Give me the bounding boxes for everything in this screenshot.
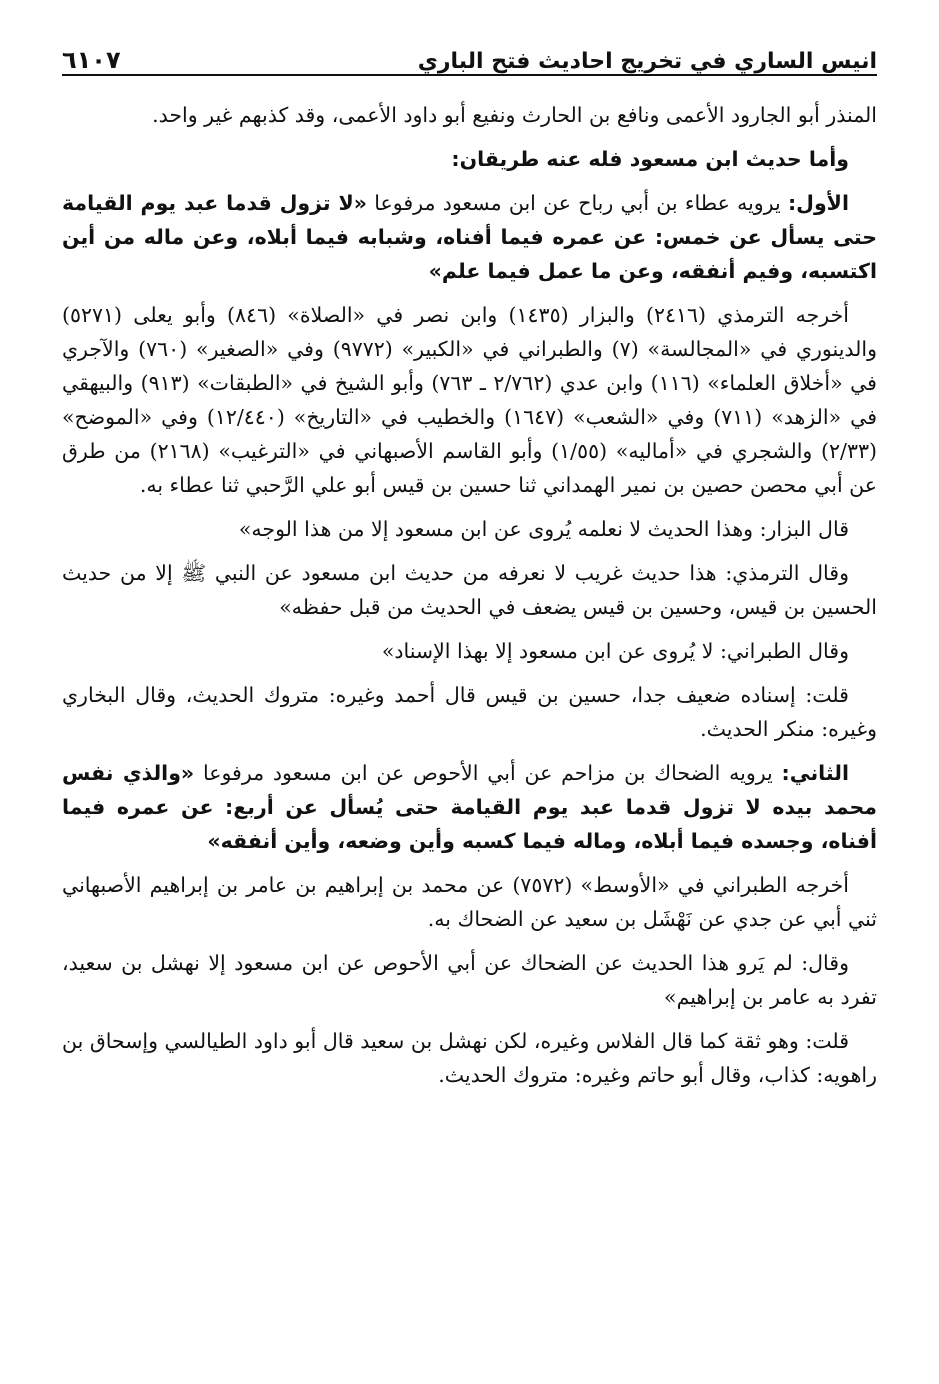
page-number: ٦١٠٧ — [62, 46, 121, 74]
paragraph: وقال الطبراني: لا يُروى عن ابن مسعود إلا بهذا الإسناد» — [381, 639, 849, 663]
paragraph — [62, 756, 877, 858]
page-body — [62, 98, 877, 1092]
hadith-text: «لا تزول قدما عبد يوم القيامة حتى يسأل عن خمس: عن عمره فيما أفناه، وشبابه فيما أبلاه، وعن ماله من أين اكتسبه، وفيم أنفقه، وعن ما عمل فيما علم» — [62, 191, 877, 283]
paragraph-text: يرويه الضحاك بن مزاحم عن أبي الأحوص عن ابن مسعود مرفوعا — [194, 761, 782, 785]
book-page — [62, 40, 877, 1370]
paragraph: أخرجه الطبراني في «الأوسط» (٧٥٧٢) عن محمد بن إبراهيم بن عامر بن إبراهيم الأصبهاني ثني أبي عن جدي عن نَهْشَل بن سعيد عن الضحاك به. — [62, 873, 877, 931]
paragraph: وقال: لم يَرو هذا الحديث عن الضحاك عن أبي الأحوص عن ابن مسعود إلا نهشل بن سعيد، تفرد به عامر بن إبراهيم» — [62, 951, 877, 1009]
paragraph: قلت: وهو ثقة كما قال الفلاس وغيره، لكن نهشل بن سعيد قال أبو داود الطيالسي وإسحاق بن راهويه: كذاب، وقال أبو حاتم وغيره: متروك الحديث. — [62, 1029, 877, 1087]
paragraph: قال البزار: وهذا الحديث لا نعلمه يُروى عن ابن مسعود إلا من هذا الوجه» — [238, 517, 849, 541]
book-title: انيس الساري في تخريج احاديث فتح الباري — [417, 49, 877, 74]
hadith-text: «والذي نفس محمد بيده لا تزول قدما عبد يوم القيامة حتى يُسأل عن أربع: عن عمره فيما أفناه، وجسده فيما أبلاه، وماله فيما كسبه وأين وضعه، وأين أنفقه» — [62, 761, 877, 853]
running-header — [62, 40, 877, 76]
paragraph — [62, 186, 877, 288]
section-heading: وأما حديث ابن مسعود فله عنه طريقان: — [451, 147, 849, 171]
paragraph: وقال الترمذي: هذا حديث غريب لا نعرفه من حديث ابن مسعود عن النبي ﷺ إلا من حديث الحسين بن قيس، وحسين بن قيس يضعف في الحديث من قبل حفظه» — [62, 561, 877, 619]
paragraph-text: يرويه عطاء بن أبي رباح عن ابن مسعود مرفوعا — [367, 191, 788, 215]
paragraph: أخرجه الترمذي (٢٤١٦) والبزار (١٤٣٥) وابن نصر في «الصلاة» (٨٤٦) وأبو يعلى (٥٢٧١) والدينوري في «المجالسة» (٧) والطبراني في «الكبير» (٩٧٧٢) وفي «الصغير» (٧٦٠) والآجري في «أخلاق العلماء» (١١٦) وابن عدي (٢/٧٦٢ ـ ٧٦٣) وأبو الشيخ في «الطبقات» (٩١٣) والبيهقي في «الزهد» (٧١١) وفي «الشعب» (١٦٤٧) والخطيب في «التاريخ» (١٢/٤٤٠) وفي «الموضح» (٢/٣٣) والشجري في «أماليه» (١/٥٥) وأبو القاسم الأصبهاني في «الترغيب» (٢١٦٨) من طرق عن أبي محصن حصين بن نمير الهمداني ثنا حسين بن قيس أبو علي الرَّحبي ثنا عطاء به. — [62, 303, 877, 497]
paragraph-lead: الأول: — [787, 191, 849, 215]
paragraph: المنذر أبو الجارود الأعمى ونافع بن الحارث ونفيع أبو داود الأعمى، وقد كذبهم غير واحد. — [152, 103, 877, 127]
paragraph-lead: الثاني: — [781, 761, 849, 785]
paragraph: قلت: إسناده ضعيف جدا، حسين بن قيس قال أحمد وغيره: متروك الحديث، وقال البخاري وغيره: منكر الحديث. — [62, 683, 877, 741]
